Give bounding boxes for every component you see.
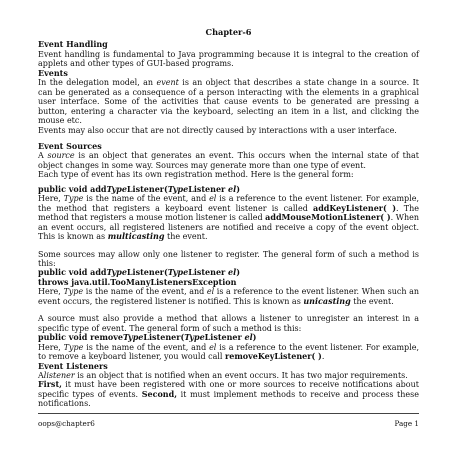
code-add-listener-unicast: public void addTypeListener(TypeListener el) (38, 267, 240, 278)
page-footer (38, 419, 419, 428)
code-throws-clause: throws java.util.TooManyListenersException (38, 276, 237, 287)
para-sources-1: A source is an object that generates an event. This occurs when the internal state of that object changes in some way. Sources may generate more than one type of event. (38, 151, 419, 170)
heading-event-handling: Event Handling (38, 39, 108, 50)
heading-event-sources: Event Sources (38, 140, 102, 151)
para-events-2: Events may also occur that are not directly caused by interactions with a user interface. (38, 125, 397, 135)
footer-left-text: oops@chapter6 (38, 419, 95, 428)
para-listeners-1: Alistener is an object that is notified when an event occurs. It has two major requirements. (38, 370, 408, 380)
code-remove-listener: public void removeTypeListener(TypeListener el) (38, 332, 257, 343)
para-sources-3: Here, Type is the name of the event, and el is a reference to the event listener. For example, the method that registers a keyboard event listener is called addKeyListener( ). The method that registers a mouse motion listener is called addMouseMotionListener( ). When an event occurs, all registered listeners are notified and receive a copy of the event object. This is known as multicasting the event. (38, 194, 420, 242)
chapter-title: Chapter-6 (205, 27, 252, 37)
para-events-1: In the delegation model, an event is an object that describes a state change in a source. It can be generated as a consequence of a person interacting with the elements in a graphical user interface. Some of the activities that cause events to be generated are pressing a button, entering a character via the keyboard, selecting an item in a list, and clicking the mouse etc. (38, 78, 419, 126)
heading-events: Events (38, 67, 68, 78)
para-sources-6: A source must also provide a method that allows a listener to unregister an interest in a specific type of event. The general form of such a method is this: (38, 314, 419, 333)
para-sources-5: Here, Type is the name of the event, and el is a reference to the event listener. When such an event occurs, the registered listener is notified. This is known as unicasting the event. (38, 287, 420, 306)
page-number: Page 1 (394, 419, 419, 428)
page-content (38, 28, 419, 409)
heading-event-listeners: Event Listeners (38, 360, 108, 371)
para-sources-2: Each type of event has its own registration method. Here is the general form: (38, 170, 354, 180)
code-add-listener: public void addTypeListener(TypeListener el) (38, 183, 240, 194)
footer-divider (38, 413, 419, 414)
para-sources-4: Some sources may allow only one listener to register. The general form of such a method is this: (38, 249, 419, 268)
para-event-handling: Event handling is fundamental to Java programming because it is integral to the creation of applets and other types of GUI-based programs. (38, 49, 419, 69)
para-listeners-2: First, it must have been registered with one or more sources to receive notifications about specific types of events. Second, it must implement methods to receive and process these notifications. (38, 379, 419, 409)
para-sources-7: Here, Type is the name of the event, and el is a reference to the event listener. For example, to remove a keyboard listener, you would call removeKeyListener( ). (38, 342, 420, 362)
